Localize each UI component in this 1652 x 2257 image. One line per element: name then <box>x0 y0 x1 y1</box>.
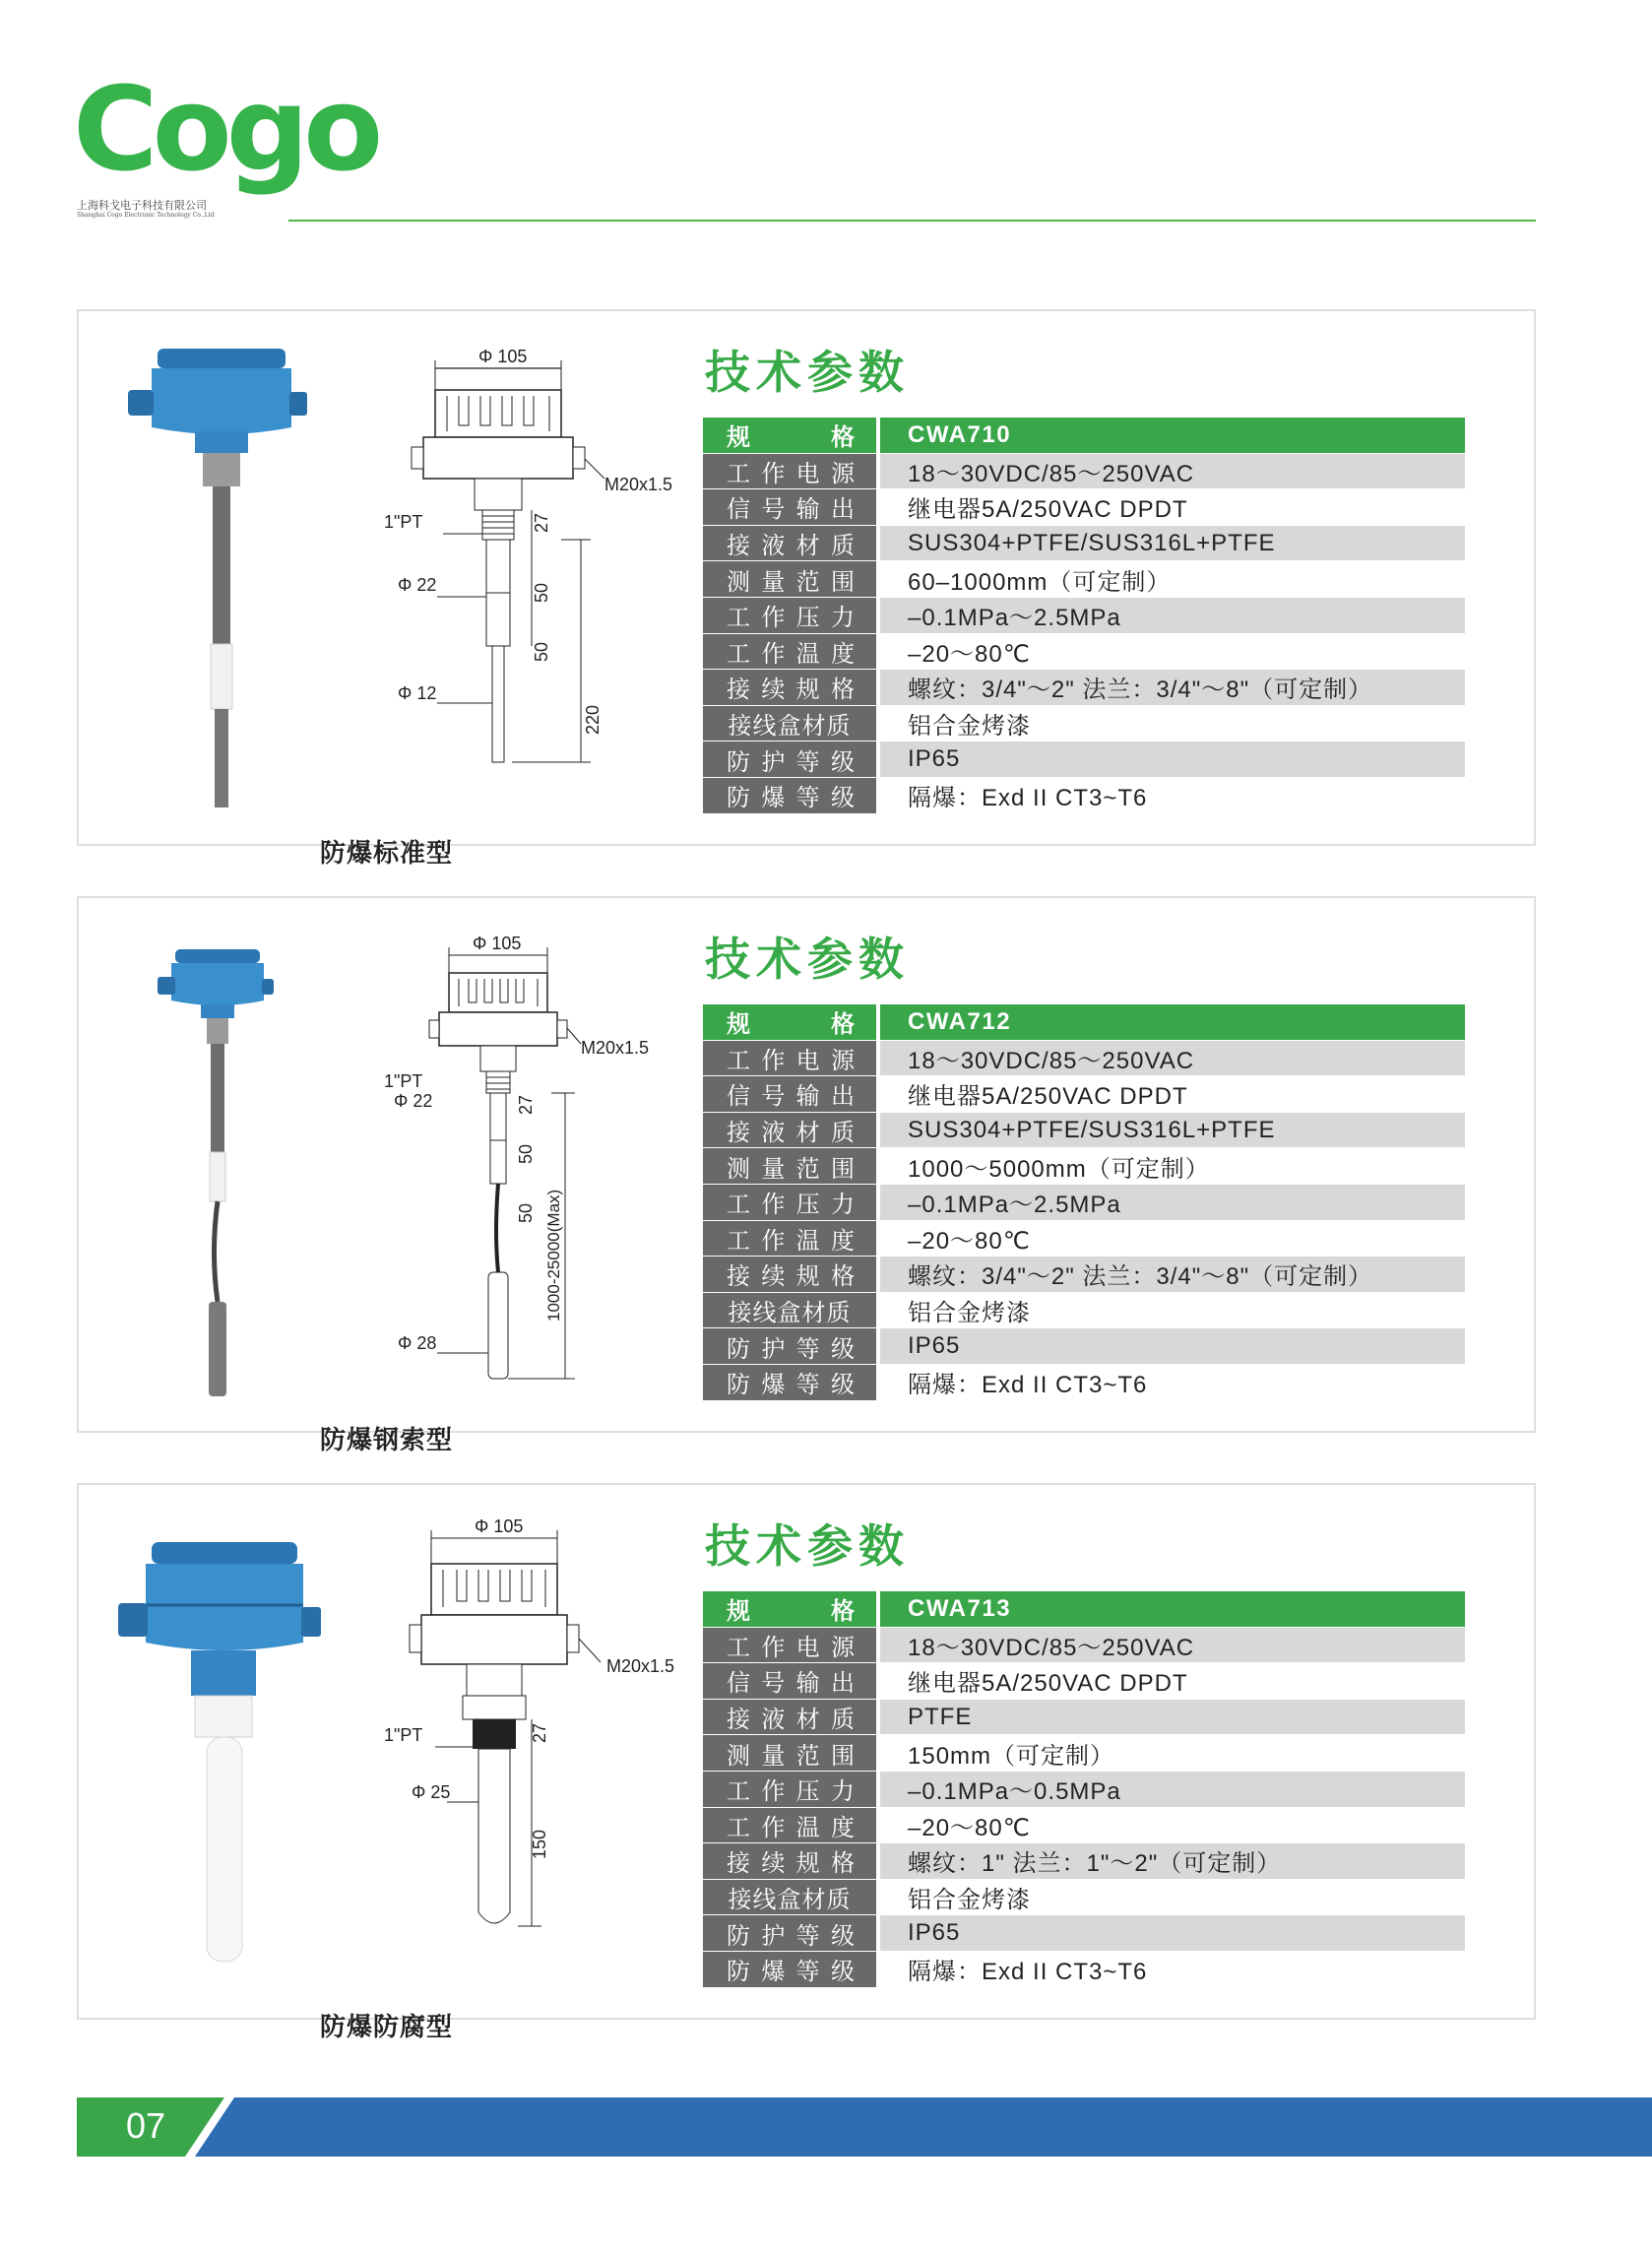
spec-key: 工 作 温 度 <box>703 1808 876 1843</box>
spec-row <box>703 598 1465 634</box>
spec-value: IP65 <box>880 1915 1465 1951</box>
spec-value: –20～80℃ <box>880 1808 1465 1843</box>
product-panel-cwa712 <box>77 896 1536 1454</box>
spec-row <box>703 1257 1465 1293</box>
dimension-drawing-standard <box>384 331 709 843</box>
spec-key: 工 作 温 度 <box>703 1221 876 1257</box>
spec-key: 接 续 规 格 <box>703 1843 876 1879</box>
dim-pt-thread: 1"PT <box>384 1071 423 1091</box>
logo-wordmark: Cogo <box>73 61 378 197</box>
spec-table-cwa713 <box>703 1591 1465 1988</box>
spec-row <box>703 1808 1465 1844</box>
dim-thread: M20x1.5 <box>581 1038 650 1058</box>
spec-value: 18～30VDC/85～250VAC <box>880 1628 1465 1663</box>
spec-value: 60–1000mm（可定制） <box>880 561 1465 597</box>
spec-value: 螺纹：3/4"～2" 法兰：3/4"～8"（可定制） <box>880 670 1465 705</box>
spec-value: 螺纹：3/4"～2" 法兰：3/4"～8"（可定制） <box>880 1257 1465 1292</box>
spec-key: 工 作 温 度 <box>703 634 876 670</box>
header-divider <box>288 220 1536 222</box>
dim-length-27: 27 <box>532 512 551 533</box>
spec-key: 接 续 规 格 <box>703 1257 876 1292</box>
spec-value: 铝合金烤漆 <box>880 1293 1465 1328</box>
spec-key: 防 护 等 级 <box>703 1915 876 1951</box>
dim-bottom-diameter: Φ 28 <box>398 1333 437 1353</box>
dim-total-length: 1000-25000(Max) <box>544 1189 563 1322</box>
spec-row <box>703 1076 1465 1113</box>
dimension-drawing-cable <box>384 918 709 1430</box>
spec-row-model <box>703 1591 1465 1628</box>
spec-value: CWA713 <box>880 1591 1465 1627</box>
spec-row <box>703 742 1465 778</box>
spec-value: 隔爆：Exd II CT3~T6 <box>880 778 1465 813</box>
params-title: 技术参数 <box>705 934 910 985</box>
spec-key: 接线盒材质 <box>703 706 876 742</box>
spec-row <box>703 670 1465 706</box>
spec-row <box>703 1843 1465 1880</box>
spec-key: 接线盒材质 <box>703 1293 876 1328</box>
spec-key: 接线盒材质 <box>703 1880 876 1915</box>
dim-pt-thread: 1"PT <box>384 1725 423 1745</box>
dim-mid-diameter: Φ 22 <box>394 1091 433 1111</box>
dim-total-length: 220 <box>583 704 603 735</box>
dim-length-50a: 50 <box>516 1143 536 1164</box>
spec-value: PTFE <box>880 1700 1465 1735</box>
spec-row <box>703 489 1465 526</box>
spec-key: 接 液 材 质 <box>703 526 876 561</box>
dimension-drawing-anticorrosion <box>384 1505 709 2017</box>
spec-row <box>703 1663 1465 1700</box>
spec-key: 规 格 <box>703 1591 876 1627</box>
spec-key: 测 量 范 围 <box>703 1148 876 1184</box>
spec-row <box>703 1113 1465 1149</box>
params-title: 技术参数 <box>705 347 910 398</box>
spec-value: CWA712 <box>880 1004 1465 1040</box>
spec-key: 防 爆 等 级 <box>703 1365 876 1400</box>
dim-top-diameter: Φ 105 <box>475 1516 524 1536</box>
spec-row <box>703 561 1465 598</box>
dim-length-50b: 50 <box>516 1202 536 1223</box>
spec-value: SUS304+PTFE/SUS316L+PTFE <box>880 1113 1465 1148</box>
spec-table-cwa710 <box>703 418 1465 814</box>
dim-total-length: 150 <box>530 1829 549 1859</box>
model-caption: 防爆防腐型 <box>320 2012 454 2041</box>
spec-key: 规 格 <box>703 1004 876 1040</box>
spec-value: 150mm（可定制） <box>880 1735 1465 1771</box>
spec-row <box>703 1041 1465 1077</box>
dim-mid-diameter: Φ 25 <box>412 1782 451 1802</box>
spec-key: 测 量 范 围 <box>703 561 876 597</box>
footer-bar <box>77 2097 1652 2157</box>
spec-row <box>703 1221 1465 1257</box>
product-photo-cable <box>108 928 325 1400</box>
model-caption: 防爆标准型 <box>320 838 454 868</box>
spec-value: 螺纹：1" 法兰：1"～2"（可定制） <box>880 1843 1465 1879</box>
spec-key: 接 液 材 质 <box>703 1700 876 1735</box>
spec-row <box>703 1952 1465 1988</box>
spec-row <box>703 1772 1465 1808</box>
dim-mid-diameter: Φ 22 <box>398 575 437 595</box>
spec-key: 工 作 电 源 <box>703 1628 876 1663</box>
spec-value: –0.1MPa～2.5MPa <box>880 1185 1465 1220</box>
spec-value: 隔爆：Exd II CT3~T6 <box>880 1365 1465 1400</box>
spec-row <box>703 1700 1465 1736</box>
spec-value: –20～80℃ <box>880 634 1465 670</box>
spec-row <box>703 778 1465 814</box>
spec-row <box>703 526 1465 562</box>
spec-key: 工 作 压 力 <box>703 1772 876 1807</box>
spec-key: 防 护 等 级 <box>703 742 876 777</box>
spec-row <box>703 1185 1465 1221</box>
spec-row <box>703 706 1465 742</box>
dim-top-diameter: Φ 105 <box>478 347 528 366</box>
dim-pt-thread: 1"PT <box>384 512 423 532</box>
spec-value: 隔爆：Exd II CT3~T6 <box>880 1952 1465 1987</box>
spec-row <box>703 634 1465 671</box>
dim-top-diameter: Φ 105 <box>473 934 522 953</box>
spec-key: 接 续 规 格 <box>703 670 876 705</box>
spec-value: 1000～5000mm（可定制） <box>880 1148 1465 1184</box>
product-photo-standard <box>108 341 325 813</box>
spec-value: –20～80℃ <box>880 1221 1465 1257</box>
spec-key: 工 作 压 力 <box>703 598 876 633</box>
spec-value: 继电器5A/250VAC DPDT <box>880 1663 1465 1699</box>
page-number: 07 <box>126 2105 166 2146</box>
spec-value: 继电器5A/250VAC DPDT <box>880 489 1465 525</box>
spec-table-cwa712 <box>703 1004 1465 1401</box>
spec-value: IP65 <box>880 742 1465 777</box>
spec-row <box>703 1735 1465 1772</box>
spec-row <box>703 1148 1465 1185</box>
dim-thread: M20x1.5 <box>604 475 673 494</box>
spec-key: 防 爆 等 级 <box>703 1952 876 1987</box>
dim-length-50b: 50 <box>532 641 551 662</box>
spec-value: 18～30VDC/85～250VAC <box>880 454 1465 489</box>
spec-value: –0.1MPa～2.5MPa <box>880 598 1465 633</box>
spec-row <box>703 1293 1465 1329</box>
spec-value: SUS304+PTFE/SUS316L+PTFE <box>880 526 1465 561</box>
spec-key: 信 号 输 出 <box>703 1076 876 1112</box>
dim-bottom-diameter: Φ 12 <box>398 683 437 703</box>
spec-value: 铝合金烤漆 <box>880 706 1465 742</box>
dim-length-27: 27 <box>530 1722 549 1743</box>
spec-row <box>703 454 1465 490</box>
spec-row <box>703 1365 1465 1401</box>
spec-key: 工 作 电 源 <box>703 1041 876 1076</box>
spec-key: 防 爆 等 级 <box>703 778 876 813</box>
spec-key: 测 量 范 围 <box>703 1735 876 1771</box>
dim-length-27: 27 <box>516 1094 536 1115</box>
product-photo-anticorrosion <box>108 1515 325 1987</box>
spec-value: 18～30VDC/85～250VAC <box>880 1041 1465 1076</box>
spec-value: –0.1MPa～0.5MPa <box>880 1772 1465 1807</box>
logo-company-en: Shanghai Cogo Electronic Technology Co.,Ltd <box>77 212 215 219</box>
logo-company-cn: 上海科戈电子科技有限公司 <box>77 199 207 212</box>
spec-value: IP65 <box>880 1328 1465 1364</box>
spec-row-model <box>703 1004 1465 1041</box>
dim-thread: M20x1.5 <box>606 1656 675 1676</box>
spec-value: 继电器5A/250VAC DPDT <box>880 1076 1465 1112</box>
spec-row <box>703 1915 1465 1952</box>
spec-value: CWA710 <box>880 418 1465 453</box>
spec-key: 规 格 <box>703 418 876 453</box>
spec-key: 接 液 材 质 <box>703 1113 876 1148</box>
company-logo <box>73 61 378 228</box>
spec-row <box>703 1628 1465 1664</box>
spec-key: 防 护 等 级 <box>703 1328 876 1364</box>
spec-row <box>703 1328 1465 1365</box>
spec-row <box>703 1880 1465 1916</box>
spec-key: 工 作 压 力 <box>703 1185 876 1220</box>
product-panel-cwa713 <box>77 1483 1536 2041</box>
spec-key: 工 作 电 源 <box>703 454 876 489</box>
spec-row-model <box>703 418 1465 454</box>
dim-length-50a: 50 <box>532 582 551 603</box>
spec-key: 信 号 输 出 <box>703 1663 876 1699</box>
product-panel-cwa710 <box>77 309 1536 868</box>
model-caption: 防爆钢索型 <box>320 1425 454 1454</box>
params-title: 技术参数 <box>705 1520 910 1572</box>
spec-key: 信 号 输 出 <box>703 489 876 525</box>
spec-value: 铝合金烤漆 <box>880 1880 1465 1915</box>
